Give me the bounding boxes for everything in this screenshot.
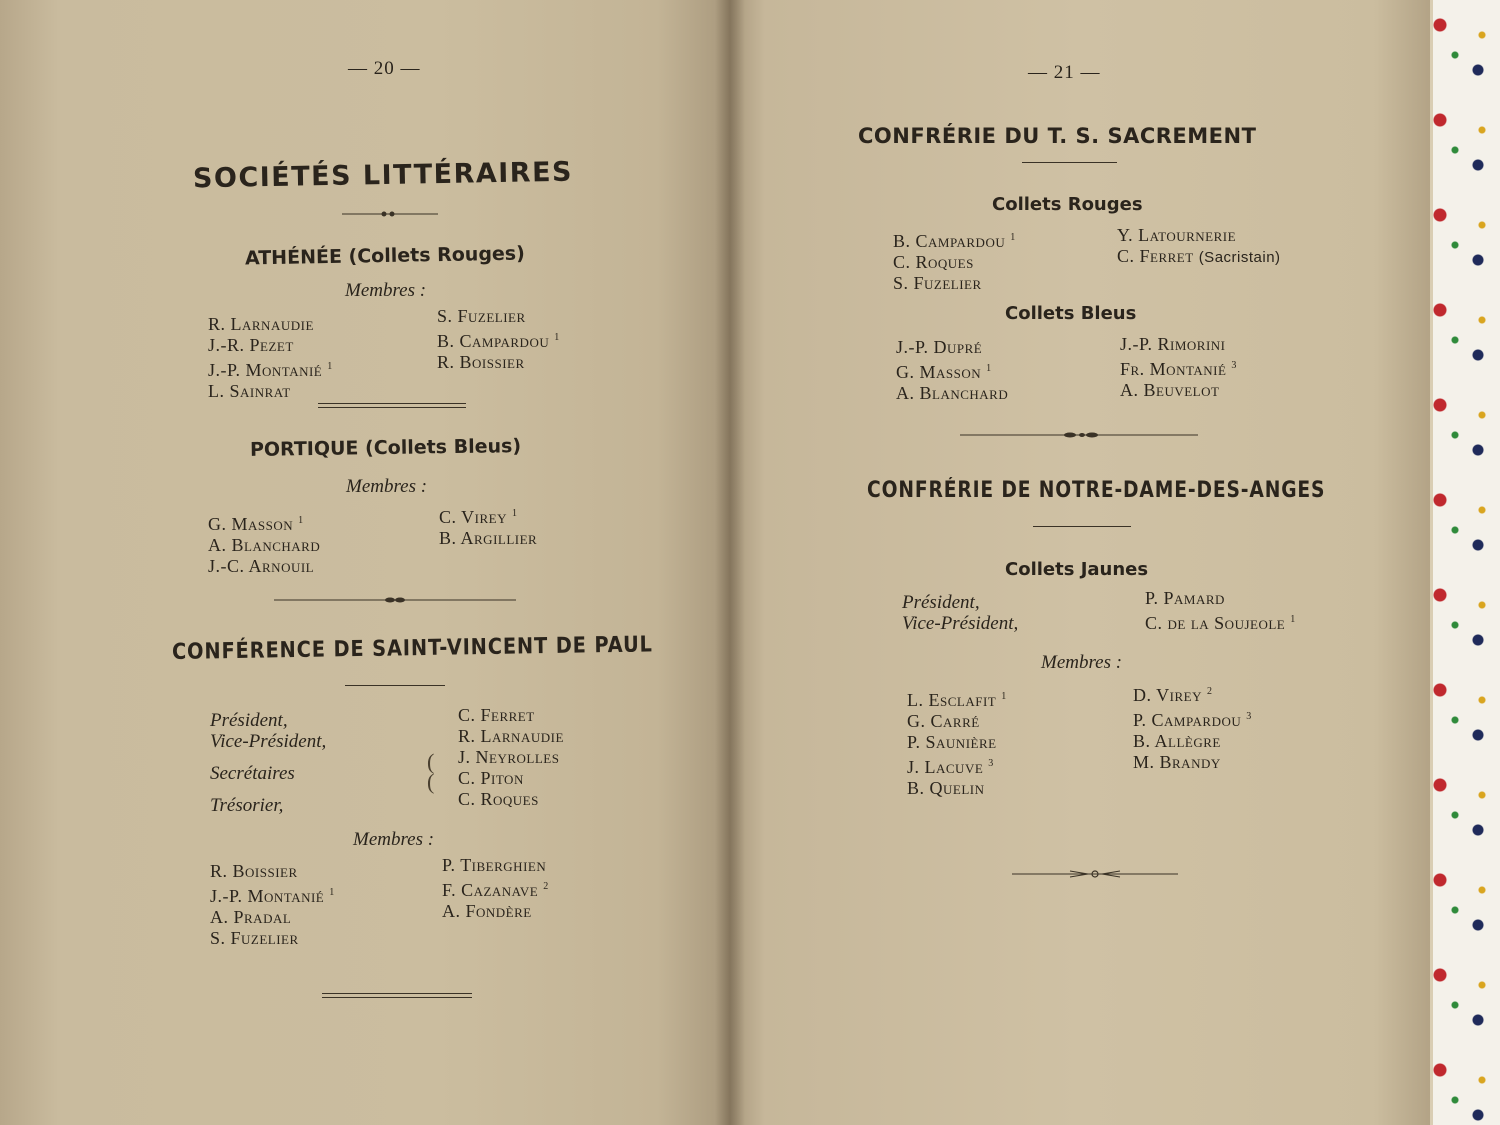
member-list [442, 855, 549, 922]
role-label: Président, [902, 592, 980, 613]
list-item: C. Roques [893, 252, 974, 272]
collets-rouges-label: Collets Rouges [992, 194, 1143, 215]
collets-bleus-label: Collets Bleus [1005, 303, 1137, 324]
list-item: R. Boissier [210, 861, 298, 881]
list-item: A. Pradal [210, 907, 292, 927]
list-item: R. Larnaudie [208, 314, 314, 334]
role-label: Trésorier, [210, 795, 284, 816]
list-item: R. Larnaudie [458, 726, 564, 746]
role-label: Vice-Président, [210, 731, 327, 752]
list-item: G. Masson $^1$ [896, 362, 992, 382]
list-item: J. Lacuve $^3$ [907, 757, 994, 777]
list-item: P. Tiberghien [442, 855, 547, 875]
members-label: Membres : [345, 280, 427, 301]
role-label: Secrétaires [210, 763, 295, 784]
list-item: C. Ferret (Sacristain) [1117, 246, 1281, 266]
role-label: Président, [210, 710, 288, 731]
left-page [0, 0, 730, 1125]
double-rule-divider [318, 403, 466, 408]
short-rule [1022, 162, 1117, 163]
short-rule [345, 685, 445, 686]
member-list [208, 314, 333, 402]
list-item: S. Fuzelier [210, 928, 299, 948]
list-item: C. Ferret [458, 705, 535, 725]
list-item: P. Pamard [1145, 588, 1225, 608]
role-label: Vice-Président, [902, 613, 1019, 634]
list-item: P. Saunière [907, 732, 997, 752]
officer-names [458, 705, 564, 810]
list-item: A. Fondère [442, 901, 532, 921]
page-number: — 20 — [348, 58, 421, 79]
list-item: L. Esclafit $^1$ [907, 690, 1007, 710]
sacrement-heading: CONFRÉRIE DU T. S. SACREMENT [858, 124, 1257, 148]
list-item: J.-R. Pezet [208, 335, 294, 355]
members-label: Membres : [1041, 652, 1123, 673]
list-item: A. Blanchard [208, 535, 321, 555]
member-list [907, 686, 1007, 799]
list-item: J. Neyrolles [458, 747, 560, 767]
members-label: Membres : [346, 476, 428, 497]
conference-heading: CONFÉRENCE DE SAINT-VINCENT DE PAUL [171, 632, 653, 665]
list-item: S. Fuzelier [437, 306, 526, 326]
member-list [210, 861, 335, 949]
list-item: J.-P. Dupré [896, 337, 983, 357]
ornament-divider [340, 208, 440, 220]
list-item: C. Roques [458, 789, 539, 809]
member-list [896, 337, 1008, 404]
ornament-divider [1010, 866, 1180, 882]
list-item: S. Fuzelier [893, 273, 982, 293]
member-list [437, 306, 560, 373]
right-page [730, 0, 1433, 1125]
double-rule-divider [322, 993, 472, 998]
member-list [893, 227, 1016, 294]
list-item: P. Campardou $^3$ [1133, 710, 1252, 730]
list-item: B. Campardou $^1$ [893, 231, 1016, 251]
list-item: C. Virey $^1$ [439, 507, 518, 527]
list-item: Fr. Montanié $^3$ [1120, 359, 1237, 379]
list-item: J.-P. Montanié $^1$ [210, 886, 335, 906]
member-list [208, 510, 320, 577]
member-list [1117, 225, 1281, 268]
notre-dame-heading: CONFRÉRIE DE NOTRE-DAME-DES-ANGES [867, 478, 1326, 503]
list-item: M. Brandy [1133, 752, 1221, 772]
ornament-divider [272, 594, 518, 606]
brace-mark: ( ( [427, 749, 435, 794]
list-item: C. de la Soujeole $^1$ [1145, 613, 1296, 633]
members-label: Membres : [353, 829, 435, 850]
list-item: B. Campardou $^1$ [437, 331, 560, 351]
list-item: J.-P. Rimorini [1120, 334, 1226, 354]
collets-jaunes-label: Collets Jaunes [1005, 559, 1149, 580]
book-gutter [715, 0, 745, 1125]
list-item: D. Virey $^2$ [1133, 685, 1213, 705]
list-item: B. Argillier [439, 528, 538, 548]
list-item: J.-P. Montanié $^1$ [208, 360, 333, 380]
list-item: C. Piton [458, 768, 524, 788]
athenee-heading: ATHÉNÉE (Collets Rouges) [244, 242, 526, 270]
list-item: L. Sainrat [208, 381, 291, 401]
list-item: G. Carré [907, 711, 980, 731]
member-list [1133, 681, 1252, 773]
officer-roles [210, 710, 326, 816]
list-item: F. Cazanave $^2$ [442, 880, 549, 900]
list-item: A. Blanchard [896, 383, 1009, 403]
list-item: J.-C. Arnouil [208, 556, 315, 576]
list-item: Y. Latournerie [1117, 225, 1237, 245]
list-item: B. Quelin [907, 778, 985, 798]
member-list [1120, 334, 1237, 401]
officer-roles [902, 592, 1018, 634]
officer-names [1145, 588, 1296, 634]
page-number: — 21 — [1028, 62, 1101, 83]
portique-heading: PORTIQUE (Collets Bleus) [249, 435, 522, 461]
list-item: A. Beuvelot [1120, 380, 1220, 400]
member-list [439, 503, 537, 549]
list-item: G. Masson $^1$ [208, 514, 304, 534]
page-title: SOCIÉTÉS LITTÉRAIRES [192, 156, 574, 195]
short-rule [1033, 526, 1131, 527]
ornament-divider [958, 429, 1200, 441]
list-item: R. Boissier [437, 352, 525, 372]
list-item: B. Allègre [1133, 731, 1221, 751]
